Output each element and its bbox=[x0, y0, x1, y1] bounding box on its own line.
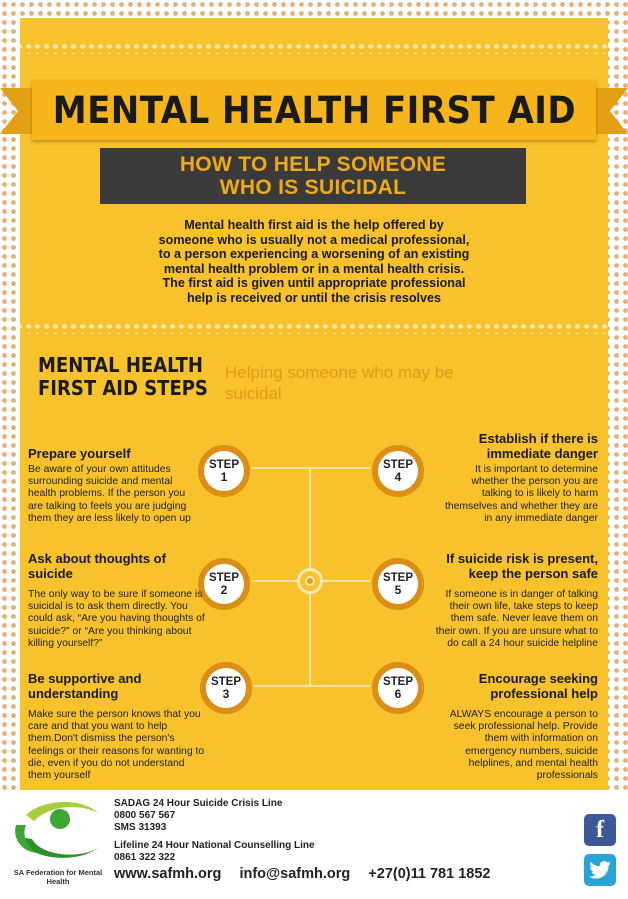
step-label: STEP bbox=[382, 571, 414, 584]
email-link[interactable]: info@safmh.org bbox=[239, 866, 351, 882]
dot-divider-top bbox=[20, 40, 608, 54]
lifeline-phone: 0861 322 322 bbox=[114, 852, 176, 863]
dot-divider-middle bbox=[20, 320, 608, 334]
steps-heading-line-1: MENTAL HEALTH bbox=[38, 353, 203, 377]
step-1-title: Prepare yourself bbox=[28, 446, 131, 461]
intro-text bbox=[90, 218, 538, 305]
title-ribbon bbox=[32, 80, 596, 140]
sadag-phone: 0800 567 567 bbox=[114, 810, 176, 821]
step-6-title: Encourage seeking professional help bbox=[478, 671, 598, 701]
step-label: STEP bbox=[382, 458, 414, 471]
steps-heading bbox=[38, 354, 208, 400]
step-1-body: Be aware of your own attitudes surrounding suicide and mental health problems. If the person you are talking to feels you are judging them they are less likely to open up bbox=[28, 464, 191, 524]
facebook-icon[interactable] bbox=[584, 814, 616, 846]
step-label: STEP bbox=[208, 458, 240, 471]
intro-line: Mental health first aid is the help offered by bbox=[184, 218, 444, 232]
step-5-body: If someone is in danger of talking their own life, take steps to keep them safe. Never leave them on their own. If you are unsure what to do call a 24 hour suicide helpline bbox=[435, 589, 598, 649]
connector-row-3 bbox=[250, 685, 374, 687]
subtitle-line-1: HOW TO HELP SOMEONE bbox=[179, 153, 447, 176]
safmh-logo bbox=[12, 795, 108, 867]
sadag-name: SADAG 24 Hour Suicide Crisis Line bbox=[114, 798, 283, 809]
step-3-body: Make sure the person knows that you care and that you want to help them.Don't dismiss the person's feelings or their reasons for wanting to die, even if you do not understand them yourself bbox=[28, 709, 205, 782]
step-number: 3 bbox=[222, 686, 230, 701]
lifeline-name: Lifeline 24 Hour National Counselling Line bbox=[114, 840, 315, 851]
website-link[interactable]: www.safmh.org bbox=[114, 866, 222, 882]
step-2-title: Ask about thoughts of suicide bbox=[28, 551, 166, 581]
step-3-badge bbox=[200, 662, 252, 714]
step-1-badge bbox=[198, 445, 250, 497]
step-4-badge bbox=[372, 445, 424, 497]
contact-row bbox=[114, 866, 504, 882]
twitter-bird-icon bbox=[589, 861, 611, 879]
step-label: STEP bbox=[382, 675, 414, 688]
steps-heading-line-2: FIRST AID STEPS bbox=[38, 376, 208, 400]
step-3-title: Be supportive and understanding bbox=[28, 671, 142, 701]
step-number: 1 bbox=[220, 469, 228, 484]
page-title: MENTAL HEALTH FIRST AID bbox=[52, 88, 576, 132]
subtitle-box bbox=[100, 148, 526, 204]
step-number: 4 bbox=[394, 469, 402, 484]
steps-subheading: Helping someone who may be suicidal bbox=[225, 363, 454, 403]
subtitle-line-2: WHO IS SUICIDAL bbox=[219, 176, 407, 199]
twitter-icon[interactable] bbox=[584, 854, 616, 886]
step-6-body: ALWAYS encourage a person to seek professional help. Provide them with information on emergency numbers, suicide helplines, and mental health professionals bbox=[449, 709, 598, 782]
step-5-badge bbox=[372, 558, 424, 610]
step-4-title: Establish if there is immediate danger bbox=[478, 431, 598, 461]
step-number: 5 bbox=[394, 582, 402, 597]
org-name: SA Federation for Mental Health bbox=[13, 868, 103, 886]
step-2-body: The only way to be sure if someone is suicidal is to ask them directly. You could ask, “Are you having thoughts of suicide?” or “Are you thinking about killing yourself?” bbox=[28, 589, 205, 649]
intro-line: help is received or until the crisis resolves bbox=[186, 290, 442, 305]
center-target-icon bbox=[297, 568, 323, 594]
intro-line: The first aid is given until appropriate professional bbox=[162, 276, 466, 290]
facebook-glyph: f bbox=[596, 816, 604, 843]
intro-line: to a person experiencing a worsening of an existing bbox=[158, 247, 470, 261]
sadag-sms: SMS 31393 bbox=[114, 822, 167, 833]
step-6-badge bbox=[372, 662, 424, 714]
step-number: 2 bbox=[220, 582, 228, 597]
phone-number: +27(0)11 781 1852 bbox=[368, 866, 491, 882]
intro-line: someone who is usually not a medical professional, bbox=[158, 232, 470, 247]
step-label: STEP bbox=[210, 675, 242, 688]
step-5-title: If suicide risk is present, keep the person safe bbox=[446, 551, 598, 581]
step-number: 6 bbox=[394, 686, 402, 701]
intro-line: mental health problem or in a mental health crisis. bbox=[163, 261, 465, 276]
connector-row-1 bbox=[250, 467, 374, 469]
step-4-body: It is important to determine whether the person you are talking to is likely to harm themselves and whether they are in any immediate danger bbox=[444, 464, 598, 524]
step-label: STEP bbox=[208, 571, 240, 584]
